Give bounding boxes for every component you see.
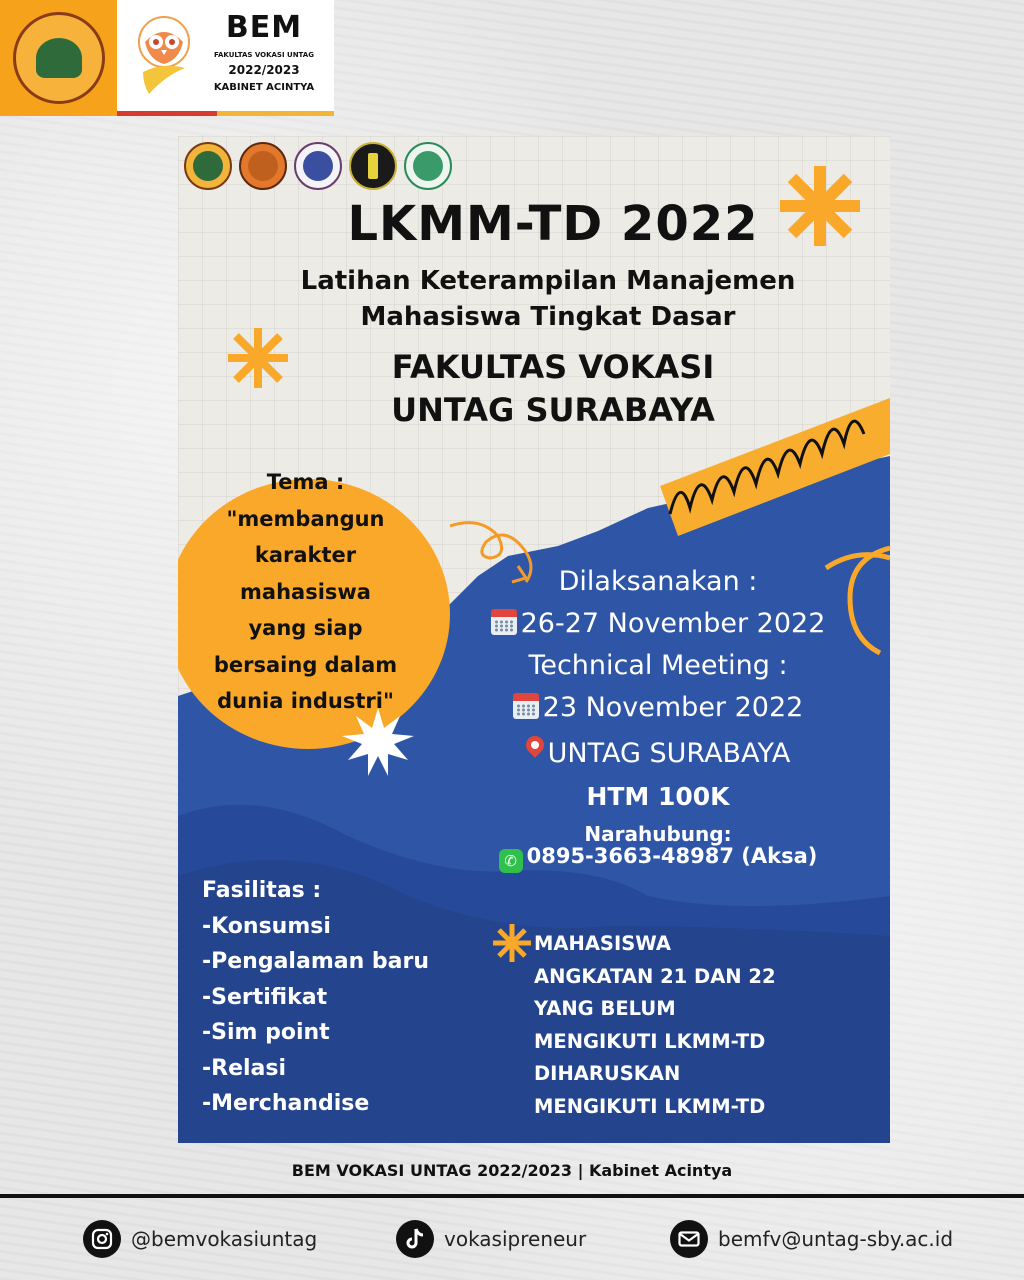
owl-logo-icon — [135, 14, 193, 100]
gear-org-logo-icon — [294, 142, 342, 190]
held-label: Dilaksanakan : — [558, 566, 758, 597]
location: UNTAG SURABAYA — [547, 738, 791, 769]
mail-icon — [670, 1220, 708, 1258]
bem-title: BEM — [225, 10, 303, 45]
requirement-line: MAHASISWA — [534, 932, 671, 955]
instagram-icon — [83, 1220, 121, 1258]
untag-seal-icon — [184, 142, 232, 190]
tm-date: 23 November 2022 — [542, 692, 804, 723]
theme-line: bersaing dalam — [213, 652, 398, 677]
footer-divider — [0, 1194, 1024, 1198]
facility-item: -Merchandise — [202, 1091, 370, 1116]
accent-bar-yellow — [217, 111, 334, 116]
contact-value: 0895-3663-48987 (Aksa) — [526, 844, 818, 868]
held-date: 26-27 November 2022 — [520, 608, 826, 639]
event-title: LKMM-TD 2022 — [347, 196, 759, 252]
held-date-row — [463, 608, 853, 639]
location-row — [463, 736, 853, 769]
location-pin-icon — [526, 736, 544, 766]
calendar-icon — [491, 609, 517, 635]
theme-line: yang siap — [248, 616, 363, 640]
faculty-line1: FAKULTAS VOKASI — [391, 348, 715, 386]
facility-item: -Sertifikat — [202, 984, 328, 1010]
event-subtitle-line2: Mahasiswa Tingkat Dasar — [360, 302, 736, 332]
calendar-icon — [513, 693, 539, 719]
university-logo-panel — [0, 0, 117, 116]
requirement-line: ANGKATAN 21 DAN 22 — [534, 964, 776, 988]
tm-date-row — [463, 692, 853, 723]
partner-logos — [184, 142, 452, 190]
contact-label: Narahubung: — [584, 822, 732, 846]
facility-item: -Relasi — [202, 1055, 287, 1081]
requirement-line: MENGIKUTI LKMM-TD — [534, 1029, 766, 1053]
social-instagram[interactable] — [83, 1220, 317, 1258]
theme-line: mahasiswa — [240, 579, 371, 604]
bem-faculty: FAKULTAS VOKASI UNTAG — [214, 51, 314, 59]
requirement-line: MENGIKUTI LKMM-TD — [534, 1094, 766, 1118]
facility-item: -Konsumsi — [202, 913, 331, 939]
theme-line: dunia industri" — [217, 689, 394, 713]
university-seal-icon — [13, 12, 105, 104]
requirement-note — [534, 932, 776, 1127]
orange-org-logo-icon — [239, 142, 287, 190]
green-org-logo-icon — [404, 142, 452, 190]
requirement-line: YANG BELUM — [534, 997, 676, 1020]
tiktok-icon — [396, 1220, 434, 1258]
fee: HTM 100K — [586, 782, 730, 811]
theme-block — [198, 464, 413, 720]
social-email[interactable] — [670, 1220, 953, 1258]
facilities-list — [202, 878, 429, 1127]
event-subtitle-line1: Latihan Keterampilan Manajemen — [300, 266, 796, 296]
social-tiktok[interactable] — [396, 1220, 586, 1258]
whatsapp-icon: ✆ — [499, 849, 523, 873]
theme-line: "membangun — [226, 506, 385, 531]
facility-item: -Sim point — [202, 1020, 330, 1045]
bem-period: 2022/2023 — [228, 63, 300, 77]
email-address[interactable]: bemfv@untag-sby.ac.id — [718, 1227, 954, 1251]
facilities-label: Fasilitas : — [202, 878, 322, 903]
accent-bar-red — [117, 111, 217, 116]
event-poster — [178, 136, 890, 1143]
himatektro-logo-icon — [349, 142, 397, 190]
facility-item: -Pengalaman baru — [202, 949, 430, 974]
theme-label: Tema : — [266, 470, 345, 494]
bem-logo-panel — [117, 0, 334, 116]
tm-label: Technical Meeting : — [528, 650, 788, 681]
tiktok-handle[interactable]: vokasipreneur — [444, 1227, 587, 1251]
instagram-handle[interactable]: @bemvokasiuntag — [131, 1227, 318, 1251]
contact-row — [463, 844, 853, 873]
faculty-line2: UNTAG SURABAYA — [391, 391, 715, 429]
requirement-line: DIHARUSKAN — [534, 1062, 681, 1085]
theme-line: karakter — [254, 543, 357, 567]
bem-cabinet: KABINET ACINTYA — [213, 82, 315, 93]
footer-tagline: BEM VOKASI UNTAG 2022/2023 | Kabinet Acintya — [291, 1161, 733, 1180]
